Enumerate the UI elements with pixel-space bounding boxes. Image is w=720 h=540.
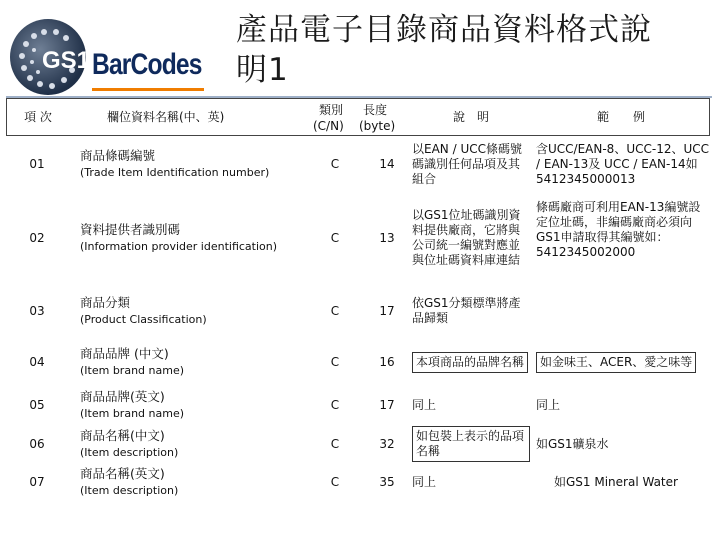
row-description: 以GS1位址碼識別資料提供廠商，它將與公司統一編號對應並與位址碼資料庫連結 bbox=[412, 208, 521, 267]
row-example: 如GS1 Mineral Water bbox=[554, 474, 678, 489]
row-length: 35 bbox=[379, 474, 395, 489]
row-example: 含UCC/EAN-8、UCC-12、UCC / EAN-13及 UCC / EAN-14如5412345000013 bbox=[536, 141, 709, 186]
row-example bbox=[530, 284, 710, 338]
page-title: 產品電子目錄商品資料格式說明1 bbox=[236, 12, 652, 88]
gs1-barcodes-logo bbox=[6, 14, 212, 100]
row-type: C bbox=[330, 230, 340, 245]
table-row bbox=[6, 192, 710, 284]
row-length: 17 bbox=[379, 397, 395, 412]
row-no: 03 bbox=[29, 303, 45, 318]
svg-text:GS1: GS1 bbox=[42, 47, 90, 74]
table-row bbox=[6, 136, 710, 192]
row-no: 05 bbox=[29, 397, 45, 412]
row-length: 32 bbox=[379, 436, 395, 451]
row-type: C bbox=[330, 156, 340, 171]
table-row bbox=[6, 338, 710, 386]
row-no: 01 bbox=[29, 156, 45, 171]
table-row bbox=[6, 284, 710, 338]
row-length: 13 bbox=[379, 230, 395, 245]
row-field: 商品條碼編號 (Trade Item Identification number) bbox=[80, 148, 270, 179]
row-type: C bbox=[330, 303, 340, 318]
row-description: 依GS1分類標準將產品歸類 bbox=[412, 296, 521, 325]
row-field: 商品品牌(英文) (Item brand name) bbox=[80, 389, 185, 420]
row-field: 商品名稱(中文) (Item description) bbox=[80, 428, 179, 459]
header-item: 項 次 bbox=[24, 109, 52, 124]
row-description: 本項商品的品牌名稱 bbox=[410, 338, 530, 386]
header-type-length bbox=[307, 99, 411, 137]
table-row bbox=[6, 464, 710, 500]
header-type: 類別 bbox=[319, 103, 344, 117]
row-type: C bbox=[330, 474, 340, 489]
row-type: C bbox=[330, 436, 340, 451]
gs1-globe-icon bbox=[6, 14, 90, 100]
row-field: 商品名稱(英文) (Item description) bbox=[80, 466, 179, 497]
row-no: 02 bbox=[29, 230, 45, 245]
header-length-sub: (byte) bbox=[359, 119, 396, 133]
row-no: 06 bbox=[29, 436, 45, 451]
row-description: 同上 bbox=[412, 474, 437, 489]
header-description: 說 明 bbox=[452, 109, 489, 124]
row-example: 如GS1礦泉水 bbox=[536, 436, 609, 451]
table-row bbox=[6, 386, 710, 424]
brand-name: BarCodes bbox=[92, 48, 202, 81]
row-no: 04 bbox=[29, 354, 45, 369]
row-field: 資料提供者識別碼 (Information provider identification) bbox=[80, 222, 278, 253]
table-row bbox=[6, 424, 710, 464]
row-description: 以EAN / UCC條碼號碼識別任何品項及其組合 bbox=[412, 141, 522, 186]
row-length: 17 bbox=[379, 303, 395, 318]
row-field: 商品分類 (Product Classification) bbox=[80, 295, 207, 326]
row-type: C bbox=[330, 354, 340, 369]
table-header bbox=[6, 98, 710, 136]
row-example: 條碼廠商可利用EAN-13編號設定位址碼，非編碼廠商必須向GS1申請取得其編號如：5412345002000 bbox=[536, 200, 701, 259]
row-length: 14 bbox=[379, 156, 395, 171]
row-example: 同上 bbox=[536, 397, 561, 412]
row-type: C bbox=[330, 397, 340, 412]
row-description: 同上 bbox=[412, 397, 437, 412]
header-type-sub: (C/N) bbox=[313, 119, 344, 133]
header-example: 範 例 bbox=[596, 109, 645, 124]
row-length: 16 bbox=[379, 354, 395, 369]
row-example: 如金味王、ACER、愛之味等 bbox=[530, 338, 710, 386]
header-field-name: 欄位資料名稱(中、英) bbox=[107, 109, 225, 124]
brand-underline bbox=[92, 88, 204, 91]
row-no: 07 bbox=[29, 474, 45, 489]
header-length: 長度 bbox=[363, 103, 388, 117]
row-field: 商品品牌 (中文) (Item brand name) bbox=[80, 346, 185, 377]
row-description: 如包裝上表示的品項名稱 bbox=[410, 424, 530, 464]
